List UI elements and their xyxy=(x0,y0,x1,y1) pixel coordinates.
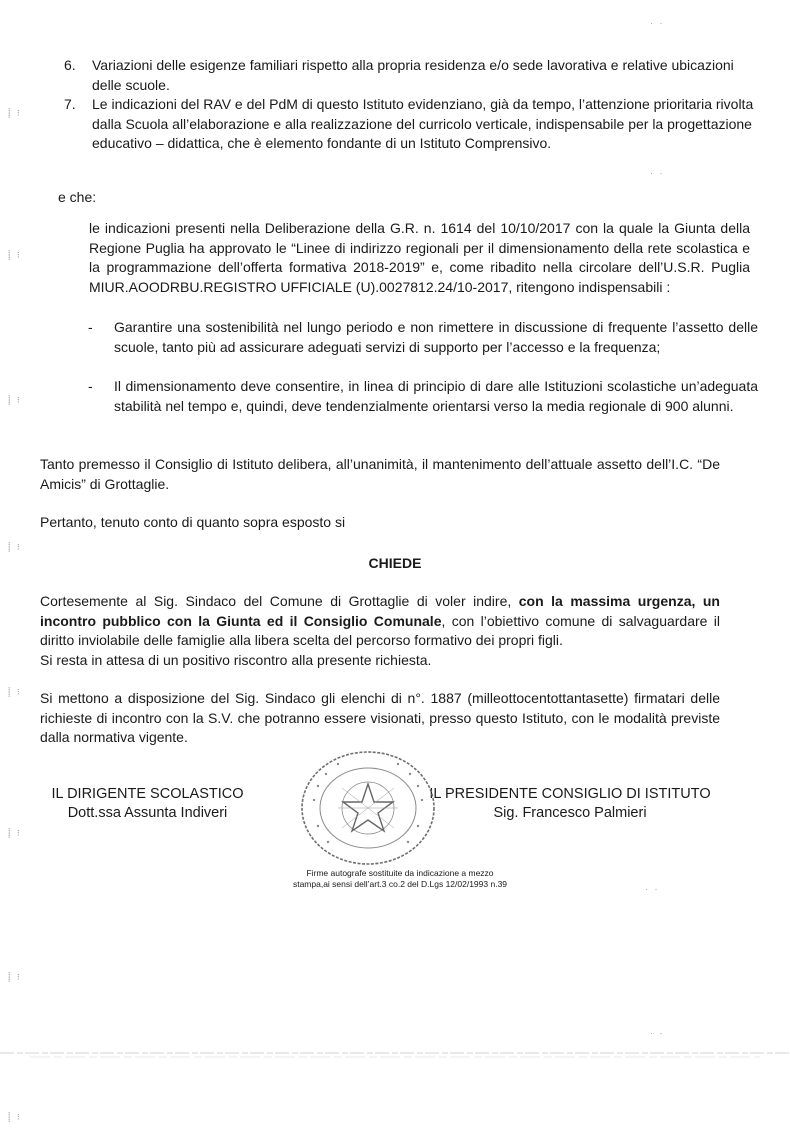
scan-speck: ⸽ ⁝ xyxy=(8,1112,22,1122)
dirigente-title: IL DIRIGENTE SCOLASTICO xyxy=(51,786,244,802)
item-text: Le indicazioni del RAV e del PdM di questo Istituto evidenziano, già da tempo, l’attenzione prioritaria rivolta dalla Scuola all’elaborazione e alla realizzazione del curricolo verticale, indispensabile per la progettazione educativo – didattica, che è elemento fondante di un Istituto Comprensivo. xyxy=(92,96,754,151)
bullet-marker: - xyxy=(88,319,93,335)
request-paragraph xyxy=(40,592,720,651)
request-text-post: , con l’obiettivo comune di salvaguardare il diritto inviolabile delle famiglie alla libera scelta del percorso formativo dei propri figli. xyxy=(40,612,721,648)
list-item-6 xyxy=(64,56,754,95)
pertanto-line: Pertanto, tenuto conto di quanto sopra esposto si xyxy=(40,514,346,530)
item-text: Variazioni delle esigenze familiari rispetto alla propria residenza e/o sede lavorativa e relative ubicazioni delle scuole. xyxy=(92,57,734,93)
chiede-heading: CHIEDE xyxy=(368,555,422,571)
scan-speck: ⸽ ⁝ xyxy=(8,108,22,118)
scan-speck: · · xyxy=(650,18,665,28)
item-number: 7. xyxy=(64,96,76,112)
presidente-name: Sig. Francesco Palmieri xyxy=(493,805,647,821)
scan-speck: · · xyxy=(650,168,665,178)
presidente-title: IL PRESIDENTE CONSIGLIO DI ISTITUTO xyxy=(429,786,711,802)
bullet-marker: - xyxy=(88,378,93,394)
left-signature-block xyxy=(40,785,255,823)
footnote-line-1: Firme autografe sostituite da indicazione a mezzo xyxy=(306,868,494,878)
indicazioni-paragraph: le indicazioni presenti nella Deliberazione della G.R. n. 1614 del 10/10/2017 con la quale la Giunta della Regione Puglia ha approvato le “Linee di indirizzo regionali per il dimensionamento della rete scolastica e la programmazione dell’offerta formativa 2018-2019” e, come ribadito nella circolare dell’U.S.R. Puglia MIUR.AOODRBU.REGISTRO UFFICIALE (U).0027812.24/10-2017, ritengono indispensabili : xyxy=(89,220,750,295)
bullet-item-1 xyxy=(88,318,758,357)
scan-speck: ⸽ ⁝ xyxy=(8,687,22,697)
footnote-autograph xyxy=(270,868,530,890)
bullet-text: Garantire una sostenibilità nel lungo periodo e non rimettere in discussione di frequente l’assetto delle scuole, tanto più ad assicurare adeguati servizi di supporto per l’accesso e la frequenza; xyxy=(114,319,758,355)
si-resta-line: Si resta in attesa di un positivo riscontro alla presente richiesta. xyxy=(40,652,432,668)
item-number: 6. xyxy=(64,57,76,73)
e-che-label: e che: xyxy=(58,189,97,205)
scan-speck: ⸽ ⁝ xyxy=(8,828,22,838)
scan-speck: · · xyxy=(650,1028,665,1038)
right-signature-block xyxy=(420,785,720,823)
scan-speck: · · xyxy=(645,884,660,894)
scan-speck: ⸽ ⁝ xyxy=(8,972,22,982)
scan-speck: ⸽ ⁝ xyxy=(8,395,22,405)
si-mettono-paragraph: Si mettono a disposizione del Sig. Sindaco gli elenchi di n°. 1887 (milleottocentottantasette) firmatari delle richieste di incontro con la S.V. che potranno essere visionati, presso questo Istituto, con le modalità previste dalla normativa vigente. xyxy=(40,690,720,745)
scan-speck: ⸽ ⁝ xyxy=(8,250,22,260)
scan-speck: ⸽ ⁝ xyxy=(8,542,22,552)
scan-line-artifact xyxy=(0,1050,790,1060)
list-item-7 xyxy=(64,95,754,154)
dirigente-name: Dott.ssa Assunta Indiveri xyxy=(67,805,228,821)
bullet-item-2 xyxy=(88,377,758,416)
official-seal xyxy=(298,748,438,868)
request-text-bold: con la massima urgenza, un incontro pubblico con la Giunta ed il Consiglio Comunale xyxy=(40,593,720,629)
footnote-line-2: stampa,ai sensi dell’art.3 co.2 del D.Lgs 12/02/1993 n.39 xyxy=(292,879,508,889)
bullet-text: Il dimensionamento deve consentire, in linea di principio di dare alle Istituzioni scolastiche un’adeguata stabilità nel tempo e, quindi, deve tendenzialmente orientarsi verso la media regionale di 900 alunni. xyxy=(114,378,758,414)
tanto-premesso-paragraph: Tanto premesso il Consiglio di Istituto delibera, all’unanimità, il mantenimento dell’attuale assetto dell’I.C. “De Amicis” di Grottaglie. xyxy=(40,456,720,492)
request-text-pre: Cortesemente al Sig. Sindaco del Comune di Grottaglie di voler indire, xyxy=(40,593,519,609)
